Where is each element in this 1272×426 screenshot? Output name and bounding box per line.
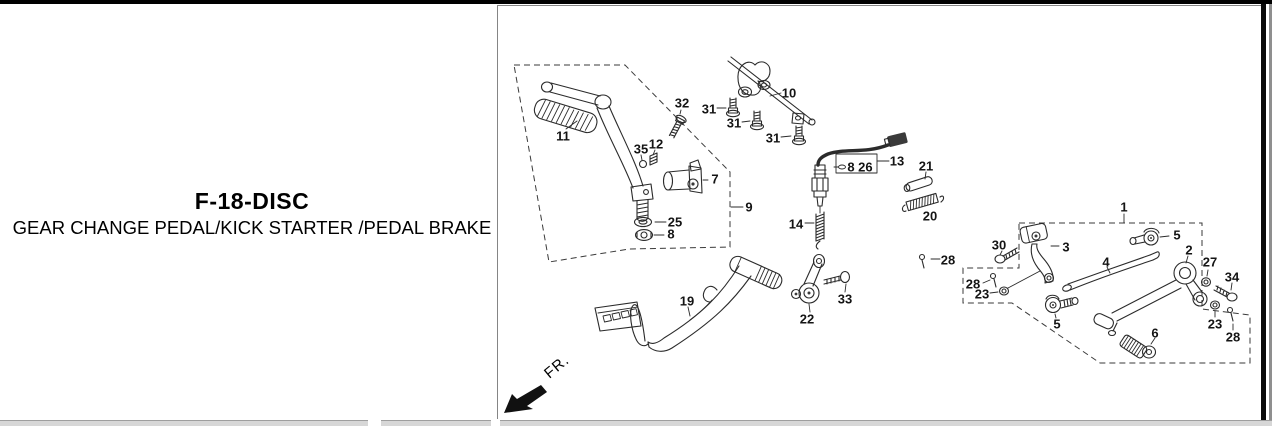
- part-label-22: 22: [799, 311, 815, 327]
- section-code: F-18-DISC: [194, 188, 310, 214]
- part-label-31: 31: [726, 115, 742, 131]
- part-label-2: 2: [1185, 242, 1193, 258]
- part-label-31: 31: [701, 101, 717, 117]
- part-label-32: 32: [674, 95, 690, 111]
- fr-direction-label: FR.: [541, 351, 573, 383]
- part-label-35: 35: [633, 141, 649, 157]
- part-label-34: 34: [1224, 269, 1240, 285]
- part-label-23: 23: [974, 286, 990, 302]
- part-label-9: 9: [745, 199, 753, 215]
- part-label-8-26: 8 26: [847, 159, 873, 175]
- part-label-11: 11: [556, 128, 570, 144]
- part-label-8: 8: [667, 226, 675, 242]
- part-label-31: 31: [765, 130, 781, 146]
- part-label-14: 14: [788, 216, 804, 232]
- part-label-3: 3: [1062, 239, 1070, 255]
- part-label-20: 20: [922, 208, 938, 224]
- part-label-12: 12: [648, 136, 664, 152]
- part-label-19: 19: [679, 293, 695, 309]
- part-label-10: 10: [781, 85, 797, 101]
- part-label-5: 5: [1053, 316, 1061, 332]
- part-label-30: 30: [991, 237, 1007, 253]
- part-label-4: 4: [1102, 254, 1110, 270]
- part-label-28: 28: [1225, 329, 1241, 345]
- part-label-25: 25: [667, 214, 683, 230]
- part-label-28: 28: [940, 252, 956, 268]
- part-label-13: 13: [889, 153, 905, 169]
- part-label-28: 28: [965, 276, 981, 292]
- part-label-6: 6: [1151, 325, 1159, 341]
- part-label-27: 27: [1202, 254, 1218, 270]
- part-label-23: 23: [1207, 316, 1223, 332]
- part-label-33: 33: [837, 291, 853, 307]
- part-label-21: 21: [918, 158, 934, 174]
- section-title: GEAR CHANGE PEDAL/KICK STARTER /PEDAL BRAKE: [12, 217, 492, 238]
- part-label-5: 5: [1173, 227, 1181, 243]
- part-label-1: 1: [1120, 199, 1128, 215]
- part-label-7: 7: [711, 171, 719, 187]
